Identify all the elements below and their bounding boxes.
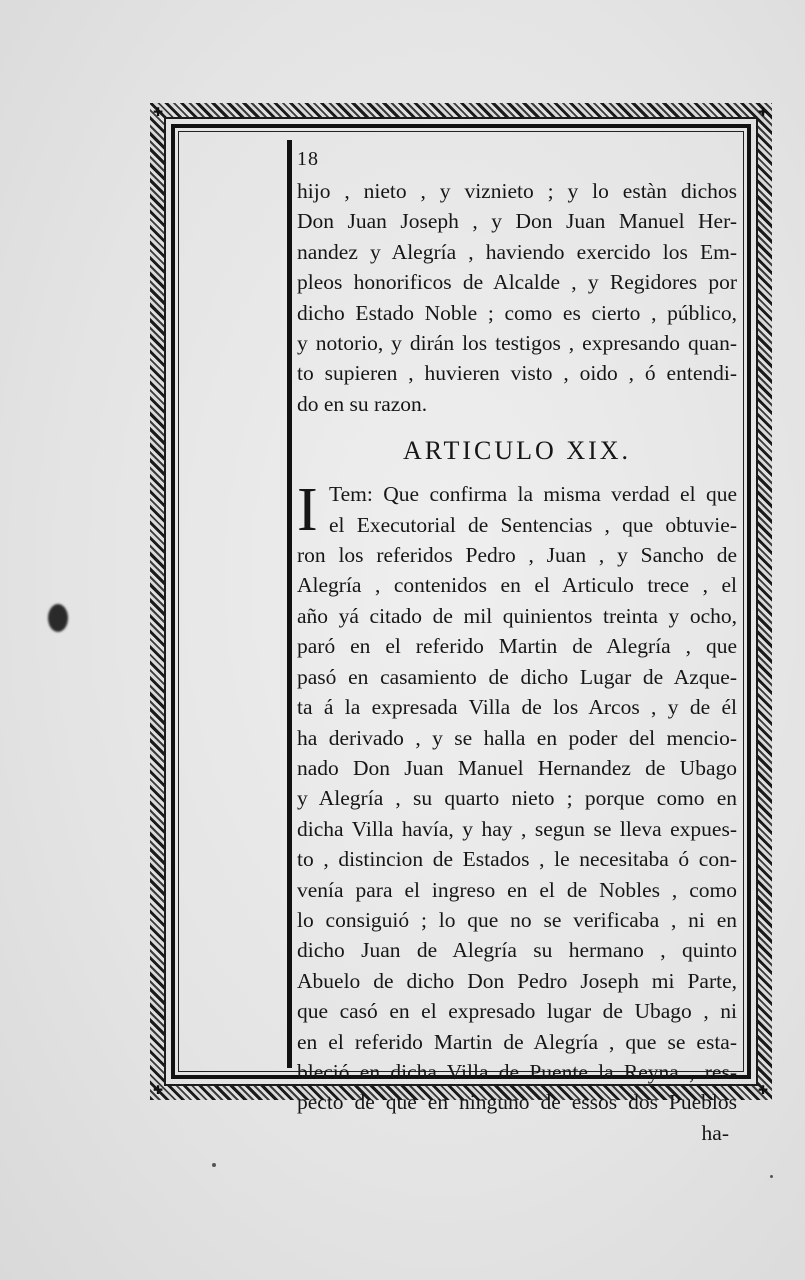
text-line: venía para el ingreso en el de Nobles , como: [297, 877, 737, 902]
text-line: dicho Estado Noble ; como es cierto , público,: [297, 300, 737, 325]
text-line: ha derivado , y se halla en poder del mencio-: [297, 725, 737, 750]
text-block: [297, 148, 737, 1148]
corner-cross-icon: ✚: [153, 105, 164, 119]
article-heading: ARTICULO XIX.: [402, 436, 632, 466]
corner-cross-icon: ✚: [153, 1083, 164, 1097]
margin-rule: [287, 140, 292, 1068]
text-line: nado Don Juan Manuel Hernandez de Ubago: [297, 755, 737, 780]
text-line: lo consiguió ; lo que no se verificaba , ni en: [297, 907, 737, 932]
paper-speck: [212, 1163, 216, 1167]
text-line: año yá citado de mil quinientos treinta y ocho,: [297, 603, 737, 628]
corner-cross-icon: ✚: [758, 1083, 769, 1097]
text-line: Alegría , contenidos en el Articulo trece , el: [297, 573, 737, 598]
text-line: ta á la expresada Villa de los Arcos , y de él: [297, 695, 737, 720]
page-number: 18: [297, 148, 319, 170]
paper-speck: [770, 1175, 773, 1178]
text-line: y Alegría , su quarto nieto ; porque como en: [297, 786, 737, 811]
text-line: pasó en casamiento de dicho Lugar de Azque-: [297, 664, 737, 689]
paragraph-1: [297, 176, 737, 419]
text-line: nandez y Alegría , haviendo exercido los Em-: [297, 239, 737, 264]
text-line: en el referido Martin de Alegría , que se esta-: [297, 1029, 737, 1054]
paragraph-2: [297, 476, 737, 1148]
text-line: paró en el referido Martin de Alegría , que: [297, 634, 737, 659]
text-line: dicho Juan de Alegría su hermano , quinto: [297, 938, 737, 963]
text-line: Don Juan Joseph , y Don Juan Manuel Her-: [297, 209, 737, 234]
ink-blot: [48, 604, 68, 632]
text-line: ron los referidos Pedro , Juan , y Sancho de: [297, 543, 737, 568]
text-line: to , distincion de Estados , le necesitaba ó con-: [297, 847, 737, 872]
text-line: dicha Villa havía, y hay , segun se lleva expues-: [297, 816, 737, 841]
text-line: bleció en dicha Villa de Puente la Reyna , res-: [297, 1059, 737, 1084]
text-line: hijo , nieto , y viznieto ; y lo estàn dichos: [297, 179, 737, 203]
text-line: Tem: Que confirma la misma verdad el que: [329, 482, 737, 507]
text-line: pleos honorificos de Alcalde , y Regidores por: [297, 270, 737, 295]
drop-capital: I: [297, 476, 318, 545]
text-line: Abuelo de dicho Don Pedro Joseph mi Parte,: [297, 968, 737, 993]
corner-cross-icon: ✚: [758, 105, 769, 119]
text-line: pecto de que en ninguno de essos dos Pueblos: [297, 1090, 737, 1115]
text-line: y notorio, y dirán los testigos , expresando quan-: [297, 331, 737, 356]
catchword: ha-: [701, 1120, 729, 1145]
text-line: que casó en el expresado lugar de Ubago , ni: [297, 999, 737, 1024]
text-line: el Executorial de Sentencias , que obtuvie-: [329, 512, 737, 537]
text-line: do en su razon.: [297, 391, 428, 416]
text-line: to supieren , huvieren visto , oido , ó entendi-: [297, 361, 737, 386]
